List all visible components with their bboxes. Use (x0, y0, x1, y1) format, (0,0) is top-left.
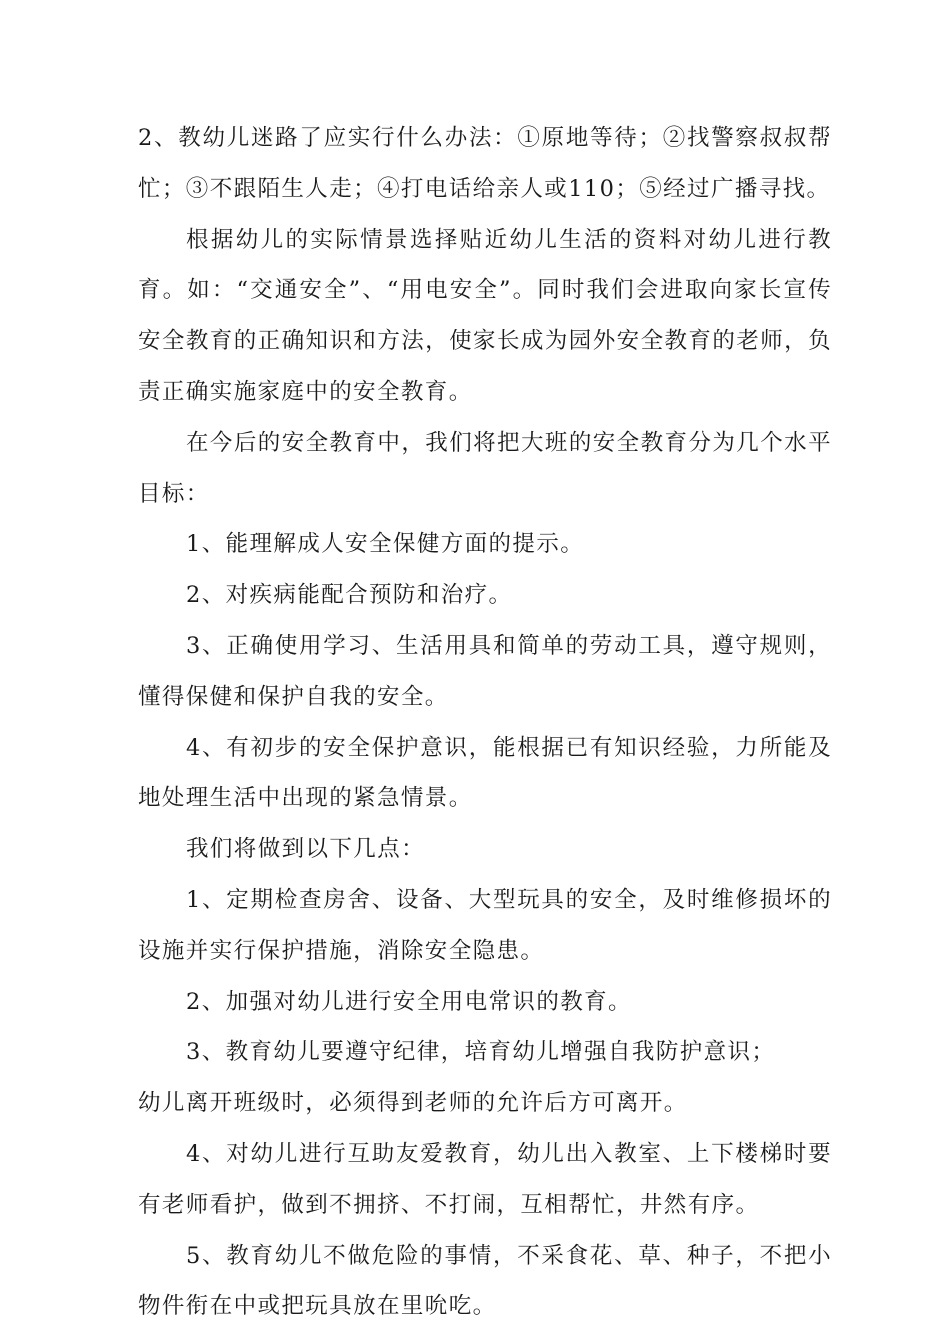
paragraph-goals-intro: 在今后的安全教育中，我们将把大班的安全教育分为几个水平目标： (138, 429, 832, 507)
paragraph-goal-1: 1、能理解成人安全保健方面的提示。 (186, 531, 585, 558)
paragraph-education-content: 根据幼儿的实际情景选择贴近幼儿生活的资料对幼儿进行教育。如：“交通安全”、“用电安全”。同时我们会进取向家长宣传安全教育的正确知识和方法，使家长成为园外安全教育的老师，负责正确实施家庭中的安全教育。 (138, 226, 832, 405)
paragraph-goal-4: 4、有初步的安全保护意识，能根据已有知识经验，力所能及地处理生活中出现的紧急情景。 (138, 734, 832, 812)
paragraph-goal-3: 3、正确使用学习、生活用具和简单的劳动工具，遵守规则，懂得保健和保护自我的安全。 (138, 632, 832, 710)
paragraph-measure-3: 3、教育幼儿要遵守纪律，培育幼儿增强自我防护意识； (186, 1039, 776, 1066)
paragraph-lost-child-steps: 2、教幼儿迷路了应实行什么办法：①原地等待；②找警察叔叔帮忙；③不跟陌生人走；④打电话给亲人或110；⑤经过广播寻找。 (138, 125, 832, 202)
paragraph-goal-2: 2、对疾病能配合预防和治疗。 (186, 582, 513, 609)
paragraph-measure-5: 5、教育幼儿不做危险的事情，不采食花、草、种子，不把小物件衔在中或把玩具放在里吮吃。 (138, 1242, 832, 1320)
document-body (138, 113, 832, 1332)
paragraph-measures-intro: 我们将做到以下几点： (186, 836, 426, 863)
paragraph-measure-4: 4、对幼儿进行互助友爱教育，幼儿出入教室、上下楼梯时要有老师看护，做到不拥挤、不打闹，互相帮忙，井然有序。 (138, 1140, 832, 1218)
paragraph-measure-1: 1、定期检查房舍、设备、大型玩具的安全，及时维修损坏的设施并实行保护措施，消除安全隐患。 (138, 886, 832, 964)
paragraph-measure-2: 2、加强对幼儿进行安全用电常识的教育。 (186, 988, 632, 1015)
paragraph-measure-3-continued: 幼儿离开班级时，必须得到老师的允许后方可离开。 (138, 1090, 688, 1117)
